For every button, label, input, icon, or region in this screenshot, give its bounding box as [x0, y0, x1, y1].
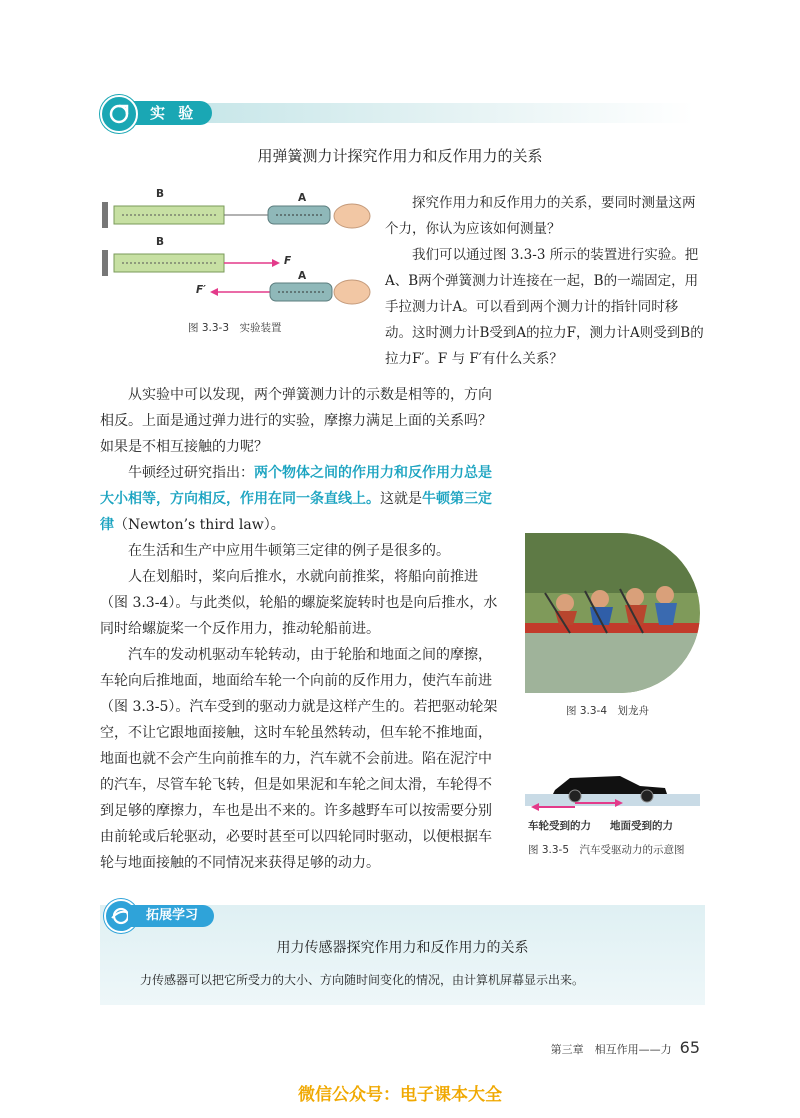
car-label-ground: 地面受到的力 — [610, 820, 673, 832]
experiment-title: 用弹簧测力计探究作用力和反作用力的关系 — [257, 147, 543, 165]
intro-paragraph-1: 探究作用力和反作用力的关系，要同时测量这两个力，你认为应该如何测量？ — [385, 195, 696, 237]
paragraph-3: 在生活和生产中应用牛顿第三定律的例子是很多的。 — [128, 543, 450, 559]
page-footer — [551, 1038, 700, 1057]
third-law-term: 牛顿第三定律 — [100, 491, 492, 533]
experiment-logo-icon — [100, 95, 138, 133]
label-f-prime: F′ — [196, 284, 206, 296]
figure-3-3-5-caption: 图 3.3-5 汽车受驱动力的示意图 — [528, 844, 685, 856]
label-a-top: A — [298, 192, 307, 204]
p2-mid: 这就是 — [380, 491, 422, 507]
page-number: 65 — [679, 1038, 700, 1057]
car-label-wheel: 车轮受到的力 — [528, 820, 591, 832]
extension-text: 力传感器可以把它所受力的大小、方向随时间变化的情况，由计算机屏幕显示出来。 — [140, 973, 585, 987]
paragraph-1: 从实验中可以发现，两个弹簧测力计的示数是相等的，方向相反。上面是通过弹力进行的实验，摩擦力满足上面的关系吗？如果是不相互接触的力呢？ — [100, 387, 492, 455]
p2-before: 牛顿经过研究指出： — [128, 465, 254, 481]
car-force-diagram — [525, 760, 700, 820]
extension-tag: 拓展学习 — [128, 905, 214, 927]
paragraph-5: 汽车的发动机驱动车轮转动，由于轮胎和地面之间的摩擦，车轮向后推地面，地面给车轮一个向前的反作用力，使汽车前进（图 3.3-5）。汽车受到的驱动力就是这样产生的。若把驱动轮架空，不让它跟地面接触，这时车轮虽然转动，但车轮不推地面，地面也就不会产生向前推车的力，汽车就不会前进。陷在泥泞中的汽车，尽管车轮飞转，但是如果泥和车轮之间太滑，车轮得不到足够的摩擦力，车也是出不来的。许多越野车可以按需要分别由前轮或后轮驱动，必要时甚至可以四轮同时驱动，以便根据车轮与地面接触的不同情况来获得足够的动力。 — [100, 647, 498, 871]
third-law-statement: 两个物体之间的作用力和反作用力总是大小相等，方向相反，作用在同一条直线上。 — [100, 465, 492, 507]
dragon-boat-photo — [525, 533, 700, 693]
extension-title: 用力传感器探究作用力和反作用力的关系 — [276, 940, 529, 956]
figure-3-3-4-caption: 图 3.3-4 划龙舟 — [566, 705, 650, 717]
label-b-top: B — [156, 188, 165, 200]
wechat-watermark: 微信公众号：电子课本大全 — [298, 1085, 502, 1105]
figure-3-3-3-caption: 图 3.3-3 实验装置 — [188, 322, 282, 334]
extension-panel — [100, 905, 705, 1005]
label-a-bottom: A — [298, 270, 307, 282]
paragraph-4: 人在划船时，桨向后推水，水就向前推桨，将船向前推进（图 3.3-4）。与此类似，轮船的螺旋桨旋转时也是向后推水，水同时给螺旋桨一个反作用力，推动轮船前进。 — [100, 569, 498, 637]
spring-scale-figure — [100, 188, 375, 328]
label-f: F — [284, 255, 292, 267]
label-b-mid: B — [156, 236, 165, 248]
experiment-tag: 实 验 — [124, 101, 212, 125]
experiment-header — [100, 95, 700, 129]
chapter-title: 第三章 相互作用——力 — [550, 1043, 672, 1056]
paragraph-2 — [100, 460, 505, 538]
intro-paragraph-2: 我们可以通过图 3.3-3 所示的装置进行实验。把A、B两个弹簧测力计连接在一起，B的一端固定，用手拉测力计A。可以看到两个测力计的指针同时移动。这时测力计B受到A的拉力F，测力计A则受到B的拉力F′。F 与 F′有什么关系？ — [385, 247, 704, 367]
main-text — [100, 382, 505, 876]
p2-after: （Newton’s third law）。 — [114, 517, 285, 533]
experiment-intro — [385, 190, 705, 372]
